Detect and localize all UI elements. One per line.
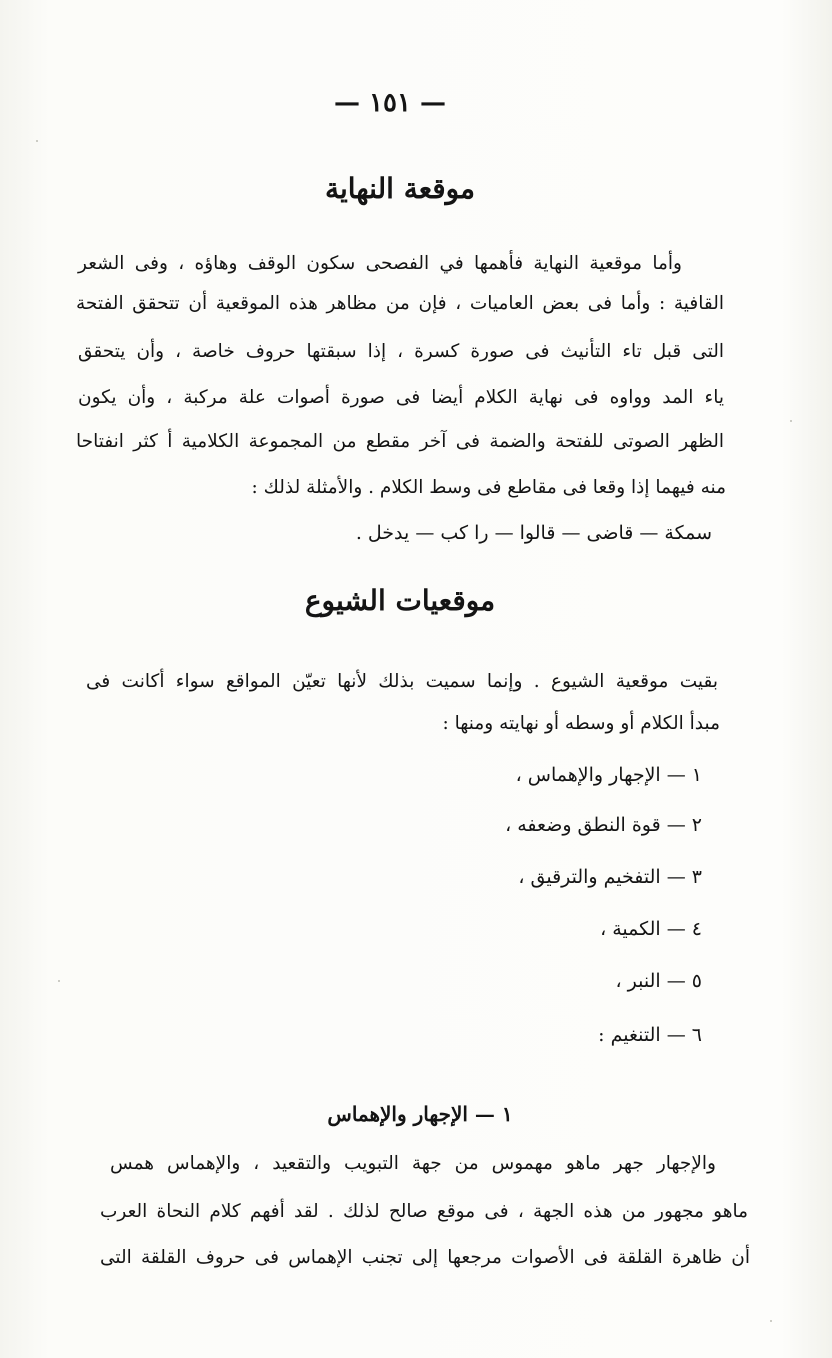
paragraph-line: ياء المد وواوه فى نهاية الكلام أيضا فى صورة أصوات علة مركبة ، وأن يكون	[78, 387, 724, 408]
list-item: ٥ — النبر ،	[615, 970, 702, 992]
paragraph-line: منه فيهما إذا وقعا فى مقاطع فى وسط الكلام . والأمثلة لذلك :	[251, 477, 726, 498]
paragraph-line: والإجهار جهر ماهو مهموس من جهة التبويب والتقعيد ، والإهماس همس	[110, 1153, 716, 1174]
paragraph-line: القافية : وأما فى بعض العاميات ، فإن من مظاهر هذه الموقعية أن تتحقق الفتحة	[76, 293, 724, 314]
paper-speck	[770, 1320, 772, 1322]
section-heading-ending-position: موقعة النهاية	[324, 172, 476, 205]
section-heading-commonality: موقعيات الشيوع	[304, 584, 496, 617]
paper-speck	[58, 980, 60, 982]
paper-speck	[790, 420, 792, 422]
paragraph-line: التى قبل تاء التأنيث فى صورة كسرة ، إذا سبقتها حروف خاصة ، وأن يتحقق	[78, 341, 724, 362]
list-item: ٦ — التنغيم :	[598, 1024, 702, 1046]
paragraph-line: أن ظاهرة القلقة فى الأصوات مرجعها إلى تجنب الإهماس فى حروف القلقة التى	[100, 1247, 750, 1268]
paragraph-line: وأما موقعية النهاية فأهمها في الفصحى سكون الوقف وهاؤه ، وفى الشعر	[78, 253, 682, 274]
page-number: — ١٥١ —	[333, 88, 447, 118]
list-item: ٤ — الكمية ،	[600, 918, 702, 940]
paragraph-line: بقيت موقعية الشيوع . وإنما سميت بذلك لأنها تعيّن المواقع سواء أكانت فى	[86, 671, 718, 692]
paper-speck	[36, 140, 38, 142]
list-item: ٣ — التفخيم والترقيق ،	[518, 866, 702, 888]
paragraph-line: الظهر الصوتى للفتحة والضمة فى آخر مقطع من المجموعة الكلامية أ كثر انفتاحا	[76, 431, 724, 452]
paragraph-line: ماهو مجهور من هذه الجهة ، فى موقع صالح لذلك . لقد أفهم كلام النحاة العرب	[100, 1201, 748, 1222]
examples-line: سمكة — قاضى — قالوا — را كب — يدخل .	[355, 522, 712, 544]
paragraph-line: مبدأ الكلام أو وسطه أو نهايته ومنها :	[442, 713, 720, 734]
list-item: ١ — الإجهار والإهماس ،	[515, 764, 702, 786]
list-item: ٢ — قوة النطق وضعفه ،	[505, 814, 702, 836]
subsection-heading: ١ — الإجهار والإهماس	[327, 1102, 513, 1126]
